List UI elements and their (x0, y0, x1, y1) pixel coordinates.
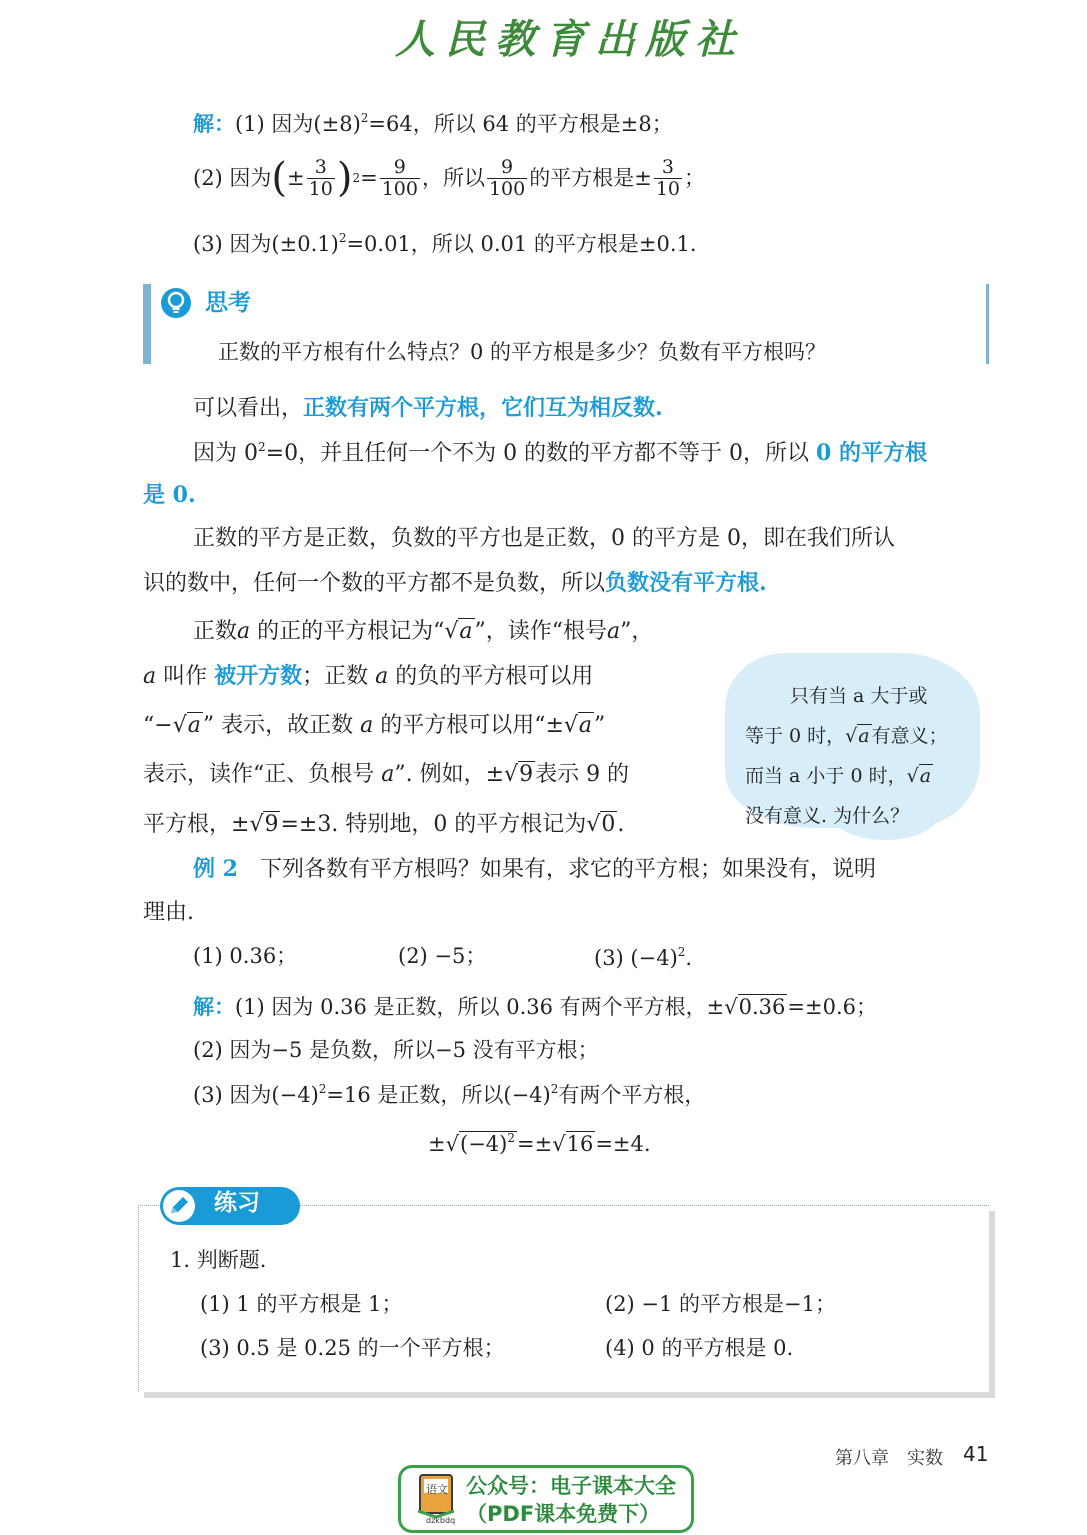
book-icon-label: 语文 (426, 1483, 448, 1496)
lightbulb-icon (160, 287, 192, 319)
cloud-line: 等于 0 时，√a 有意义； (745, 725, 948, 747)
cloud-line: 而当 a 小于 0 时，√a (745, 765, 932, 787)
exercise-q1: 1. 判断题. (170, 1248, 267, 1272)
text: (1) 因为(±8) (235, 112, 361, 136)
cloud-line: 只有当 a 大于或 (790, 685, 928, 707)
example2-item1: (1) 0.36； (193, 944, 298, 968)
badge-small-text: dzkbdq (426, 1516, 456, 1525)
badge-line2: （PDF课本免费下） (466, 1502, 661, 1526)
pencil-icon (162, 1189, 196, 1223)
solution1-line3 (193, 232, 697, 255)
solution1-line2: (2) 因为 ( ± $\frac{3}{10}$ ) 2 = $\frac{9}{100}$ ，所以 $\frac{9}{100}$ 的平方根是± $\frac{3}{10}$ ； (193, 155, 706, 202)
text: =0.01，所以 0.01 的平方根是±0.1. (346, 232, 697, 256)
para3-line1: 正数的平方是正数，负数的平方也是正数，0 的平方是 0，即在我们所认 (193, 526, 895, 551)
think-bar-left (143, 284, 151, 364)
highlight: 被开方数 (214, 663, 303, 689)
example2-line2: 理由. (143, 900, 194, 925)
paren: ) (336, 155, 353, 202)
solution-label: 解： (193, 111, 235, 136)
para3-line2 (143, 572, 767, 595)
highlight: 正数有两个平方根，它们互为相反数. (303, 395, 663, 421)
highlight: 负数没有平方根. (605, 570, 767, 596)
solution2-line2: (2) 因为−5 是负数，所以−5 没有平方根； (193, 1038, 599, 1062)
example-label: 例 2 (193, 856, 238, 882)
chapter-label: 第八章 实数 (835, 1448, 943, 1469)
text: 识的数中，任何一个数的平方都不是负数，所以 (143, 571, 606, 596)
solution2-line1: 解：(1) 因为 0.36 是正数，所以 0.36 有两个平方根，±√0.36=±0.6； (193, 994, 877, 1019)
text: (3) 因为(±0.1) (193, 232, 339, 256)
text: 的平方根是± (529, 165, 652, 190)
text: ± (287, 165, 305, 190)
para2-line2: 是 0. (143, 482, 196, 508)
example2-line1: 例 2 下列各数有平方根吗？如果有，求它的平方根；如果没有，说明 (193, 856, 876, 882)
text: ； (684, 165, 706, 190)
para4-line1: 正数a 的正的平方根记为“√a”，读作“根号a”， (193, 619, 654, 644)
para4-line2: a 叫作 被开方数；正数 a 的负的平方根可以用 (143, 663, 594, 689)
text: 可以看出， (193, 396, 304, 421)
exercise-item: (4) 0 的平方根是 0. (605, 1336, 794, 1360)
solution-label: 解： (193, 994, 235, 1019)
example2-item3: (3) $(-4)^2$. (594, 945, 693, 970)
exercise-item: (2) −1 的平方根是−1； (605, 1292, 837, 1316)
fraction-3-10: $\frac{3}{10}$ (308, 156, 333, 200)
superscript: 2 (258, 440, 266, 454)
text: =0，并且任何一个不为 0 的数的平方都不等于 0，所以 (265, 441, 817, 466)
badge-line1: 公众号：电子课本大全 (466, 1474, 676, 1498)
think-title: 思考 (205, 290, 251, 316)
superscript: 2 (360, 111, 369, 125)
page-number: 41 (963, 1442, 989, 1466)
solution1-line1 (193, 112, 673, 135)
exercise-title: 练习 (214, 1190, 260, 1216)
paren: ( (271, 155, 288, 202)
para4-line4: 表示，读作“正、负根号 a”. 例如，±√9表示 9 的 (143, 762, 630, 787)
text: ，所以 (421, 165, 485, 190)
fraction-9-100: $\frac{9}{100}$ (488, 156, 526, 200)
publisher-logo: 人民教育出版社 (395, 16, 745, 63)
solution2-line4: $\pm√(-4)^2=\pm√16=\pm 4$. (428, 1131, 651, 1156)
fraction-3-10: $\frac{3}{10}$ (655, 156, 681, 200)
think-bar-right (986, 284, 989, 364)
para1 (193, 397, 663, 420)
para4-line3: “−√a” 表示，故正数 a 的平方根可以用“±√a” (143, 713, 606, 738)
text: 因为 0 (193, 441, 258, 466)
para2-line1 (193, 441, 927, 465)
exercise-item: (1) 1 的平方根是 1； (200, 1292, 403, 1316)
superscript: 2 (338, 231, 347, 245)
example2-item2: (2) −5； (398, 944, 487, 968)
para4-line5: 平方根，±√9=±3. 特别地，0 的平方根记为√0. (143, 812, 625, 837)
exercise-item: (3) 0.5 是 0.25 的一个平方根； (200, 1336, 505, 1360)
cloud-text (745, 676, 948, 836)
highlight: 0 的平方根 (816, 440, 928, 466)
cloud-line: 没有意义. 为什么？ (745, 805, 910, 827)
text: = (360, 165, 378, 190)
fraction-9-100: $\frac{9}{100}$ (381, 156, 418, 200)
text: =64，所以 64 的平方根是±8； (368, 112, 673, 136)
think-question: 正数的平方根有什么特点？0 的平方根是多少？负数有平方根吗？ (218, 340, 827, 364)
solution2-line3: (3) 因为$(-4)^2=16$ 是正数，所以$(-4)^2$有两个平方根， (193, 1082, 706, 1107)
text: (2) 因为 (193, 165, 272, 190)
